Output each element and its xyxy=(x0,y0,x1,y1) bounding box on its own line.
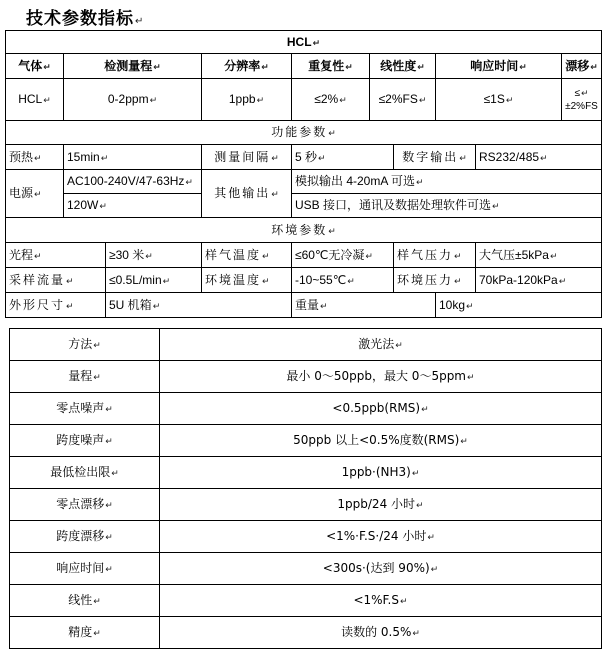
header-gas: 气体↵ xyxy=(6,54,64,79)
method-row-label: 跨度漂移↵ xyxy=(10,521,160,553)
interval-label: 测量间隔↵ xyxy=(202,145,292,170)
gas-temp-label: 样气温度↵ xyxy=(202,243,292,268)
method-row-value: 激光法↵ xyxy=(160,329,602,361)
cell-linearity: ≤2%FS↵ xyxy=(370,79,436,121)
header-range: 检测量程↵ xyxy=(64,54,202,79)
flow-value: ≤0.5L/min↵ xyxy=(106,268,202,293)
size-label: 外形尺寸↵ xyxy=(6,293,106,318)
power-value-2: 120W↵ xyxy=(64,194,202,218)
method-row-label: 零点漂移↵ xyxy=(10,489,160,521)
cell-response: ≤1S↵ xyxy=(436,79,562,121)
data-row xyxy=(6,79,602,121)
gas-pressure-value: 大气压±5kPa↵ xyxy=(476,243,602,268)
method-table xyxy=(9,328,602,649)
header-linearity: 线性度↵ xyxy=(370,54,436,79)
size-value: 5U 机箱↵ xyxy=(106,293,292,318)
env-row-3 xyxy=(6,293,602,318)
env-row-1 xyxy=(6,243,602,268)
digital-value: RS232/485↵ xyxy=(476,145,602,170)
method-row-value: <0.5ppb(RMS)↵ xyxy=(160,393,602,425)
gas-temp-value: ≤60℃无冷凝↵ xyxy=(292,243,394,268)
power-label: 电源↵ xyxy=(6,170,64,218)
method-row-label: 精度↵ xyxy=(10,617,160,649)
env-title-row xyxy=(6,218,602,243)
method-row xyxy=(10,553,602,585)
method-row-label: 线性↵ xyxy=(10,585,160,617)
env-pressure-value: 70kPa-120kPa↵ xyxy=(476,268,602,293)
header-resolution: 分辨率↵ xyxy=(202,54,292,79)
table-title: HCL↵ xyxy=(6,31,602,54)
method-row-value: 1ppb/24 小时↵ xyxy=(160,489,602,521)
method-row-value: <1%F.S↵ xyxy=(160,585,602,617)
method-row-label: 方法↵ xyxy=(10,329,160,361)
cell-drift: ≤↵ ±2%FS xyxy=(562,79,602,121)
header-response: 响应时间↵ xyxy=(436,54,562,79)
optical-path-label: 光程↵ xyxy=(6,243,106,268)
paragraph-mark: ↵ xyxy=(135,16,145,27)
method-row-value: <1%·F.S·/24 小时↵ xyxy=(160,521,602,553)
method-row-value: 50ppb 以上<0.5%度数(RMS)↵ xyxy=(160,425,602,457)
method-row xyxy=(10,329,602,361)
weight-label: 重量↵ xyxy=(292,293,436,318)
env-title: 环境参数↵ xyxy=(6,218,602,243)
function-row-1 xyxy=(6,145,602,170)
method-row-value: <300s·(达到 90%)↵ xyxy=(160,553,602,585)
header-repeat: 重复性↵ xyxy=(292,54,370,79)
method-row-label: 最低检出限↵ xyxy=(10,457,160,489)
table-title-row xyxy=(6,31,602,54)
function-row-3 xyxy=(6,194,602,218)
preheat-value: 15min↵ xyxy=(64,145,202,170)
header-row xyxy=(6,54,602,79)
digital-label: 数字输出↵ xyxy=(394,145,476,170)
gas-pressure-label: 样气压力↵ xyxy=(394,243,476,268)
spec-table xyxy=(5,30,602,318)
method-row-value: 最小 0～50ppb，最大 0～5ppm↵ xyxy=(160,361,602,393)
optical-path-value: ≥30 米↵ xyxy=(106,243,202,268)
method-row xyxy=(10,617,602,649)
heading-text: 技术参数指标 xyxy=(26,9,134,28)
method-row-label: 响应时间↵ xyxy=(10,553,160,585)
method-row xyxy=(10,393,602,425)
cell-repeat: ≤2%↵ xyxy=(292,79,370,121)
power-value-1: AC100-240V/47-63Hz↵ xyxy=(64,170,202,194)
env-row-2 xyxy=(6,268,602,293)
other-output-value-2: USB 接口，通讯及数据处理软件可选↵ xyxy=(292,194,602,218)
cell-range: 0-2ppm↵ xyxy=(64,79,202,121)
method-row xyxy=(10,521,602,553)
method-row xyxy=(10,457,602,489)
method-row xyxy=(10,489,602,521)
method-row-label: 零点噪声↵ xyxy=(10,393,160,425)
method-row-value: 1ppb·(NH3)↵ xyxy=(160,457,602,489)
method-row xyxy=(10,425,602,457)
function-row-2 xyxy=(6,170,602,194)
other-output-label: 其他输出↵ xyxy=(202,170,292,218)
env-temp-label: 环境温度↵ xyxy=(202,268,292,293)
other-output-value-1: 模拟输出 4-20mA 可选↵ xyxy=(292,170,602,194)
function-title: 功能参数↵ xyxy=(6,121,602,145)
weight-value: 10kg↵ xyxy=(436,293,602,318)
function-title-row xyxy=(6,121,602,145)
document-heading xyxy=(26,4,144,29)
method-row-value: 读数的 0.5%↵ xyxy=(160,617,602,649)
cell-gas: HCL↵ xyxy=(6,79,64,121)
method-row-label: 跨度噪声↵ xyxy=(10,425,160,457)
method-row-label: 量程↵ xyxy=(10,361,160,393)
cell-resolution: 1ppb↵ xyxy=(202,79,292,121)
interval-value: 5 秒↵ xyxy=(292,145,394,170)
flow-label: 采样流量↵ xyxy=(6,268,106,293)
method-row xyxy=(10,585,602,617)
env-temp-value: -10~55℃↵ xyxy=(292,268,394,293)
env-pressure-label: 环境压力↵ xyxy=(394,268,476,293)
header-drift: 漂移↵ xyxy=(562,54,602,79)
preheat-label: 预热↵ xyxy=(6,145,64,170)
method-row xyxy=(10,361,602,393)
